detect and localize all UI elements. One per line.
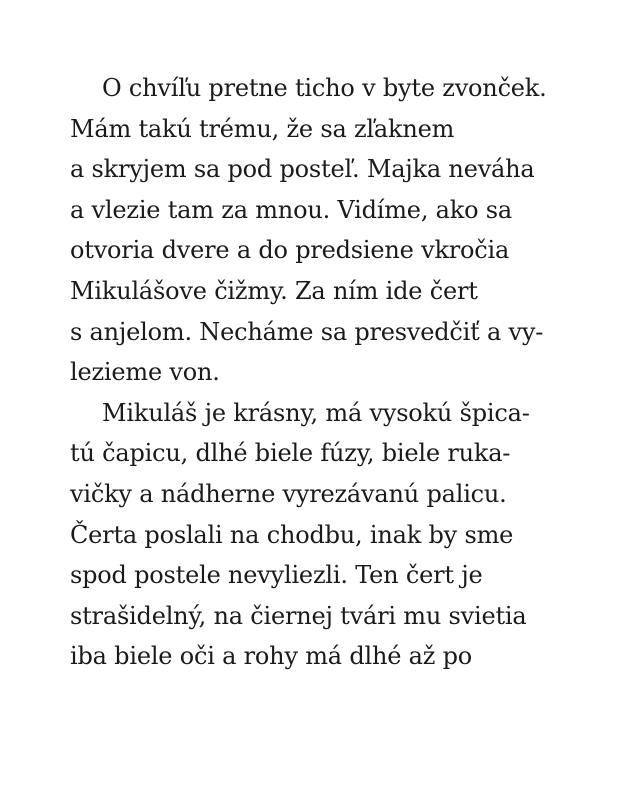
text-line: otvoria dvere a do predsiene vkročia: [70, 236, 510, 265]
paragraph-2: [70, 393, 600, 677]
text-line: Mikulášove čižmy. Za ním ide čert: [70, 276, 478, 305]
text-line: lezieme von.: [70, 358, 220, 387]
text-line: Čerta poslali na chodbu, inak by sme: [70, 520, 514, 549]
text-line: spod postele nevyliezli. Ten čert je: [70, 561, 483, 590]
body-text: [70, 68, 600, 677]
text-line: iba biele oči a rohy má dlhé až po: [70, 642, 473, 671]
text-line: Mikuláš je krásny, má vysokú špica-: [102, 398, 530, 427]
text-line: strašidelný, na čiernej tvári mu svietia: [70, 601, 527, 630]
text-line: a vlezie tam za mnou. Vidíme, ako sa: [70, 195, 513, 224]
text-line: a skryjem sa pod posteľ. Majka neváha: [70, 155, 535, 184]
text-line: Mám takú trému, že sa zľaknem: [70, 114, 455, 143]
paragraph-1: [70, 68, 600, 393]
text-line: O chvíľu pretne ticho v byte zvonček.: [102, 74, 547, 102]
text-line: s anjelom. Necháme sa presvedčiť a vy-: [70, 317, 544, 346]
text-line: tú čapicu, dlhé biele fúzy, biele ruka-: [70, 439, 511, 468]
text-line: vičky a nádherne vyrezávanú palicu.: [70, 479, 507, 508]
